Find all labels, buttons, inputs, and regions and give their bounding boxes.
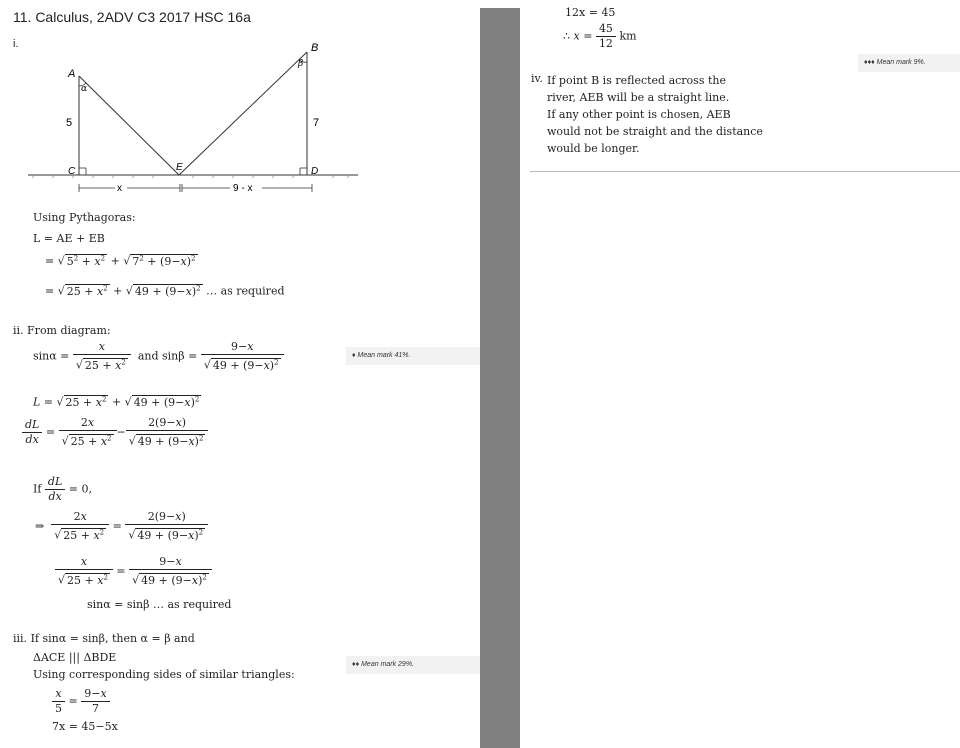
mean-mark-iii: ♦♦ Mean mark 29%. xyxy=(346,656,480,674)
column-divider xyxy=(480,8,520,748)
part-iii-unit: km xyxy=(619,29,637,43)
part-iv-text xyxy=(547,72,763,157)
page-title: 11. Calculus, 2ADV C3 2017 HSC 16a xyxy=(13,9,251,25)
part-iii-line3: Using corresponding sides of similar triangles: xyxy=(33,668,295,681)
part-i-line1: L = AE + EB xyxy=(33,232,105,245)
part-i-intro: Using Pythagoras: xyxy=(33,211,136,224)
part-iv-line: would be longer. xyxy=(547,142,640,155)
part-ii-l-eq: L = √ $25 + x^2$ + √ $49 + (9-x)^2$ xyxy=(33,395,200,409)
label-alpha: α xyxy=(81,84,88,94)
section-separator xyxy=(530,171,960,172)
part-iii-answer: ∴ x = $\frac{45}{12}$ km xyxy=(563,22,637,50)
part-ii-heading xyxy=(13,324,111,337)
part-iii-line1: If sinα = sinβ, then α = β and xyxy=(30,632,195,645)
label-side-5: 5 xyxy=(66,117,73,129)
part-ii-conclusion: sinα = sinβ … as required xyxy=(87,598,232,611)
part-ii-condition: If $\frac{dL}{dx}$ = 0, xyxy=(33,475,92,503)
part-ii-sin-ratios: sinα = $\frac{x}{√ 25 + x^2}$ and sinβ = $\frac{9-x}{√ 49 + (9-x)^2}$ xyxy=(33,340,284,373)
label-e: E xyxy=(176,162,183,173)
part-ii-implies-line: ⇒ $\frac{2x}{√ 25 + x^2}$ = $\frac{2(9-x)}{√ 49 + (9-x)^2}$ xyxy=(35,510,208,543)
label-a: A xyxy=(68,68,76,80)
part-i-label: i. xyxy=(13,38,19,50)
part-iii-label: iii. xyxy=(13,632,28,645)
part-iv-line: If point B is reflected across the xyxy=(547,74,726,87)
mean-mark-iv: ♦♦♦ Mean mark 9%. xyxy=(858,54,960,72)
part-i-as-required: … as required xyxy=(206,284,285,298)
part-iv-line: river, AEB will be a straight line. xyxy=(547,91,730,104)
part-i-line3: = √ $25 + x^2$ + √ $49 + (9-x)^2$ … as required xyxy=(45,284,285,298)
label-beta: β xyxy=(298,59,304,69)
part-ii-if: If xyxy=(33,482,42,496)
part-i-line2: = √ $5^2 + x^2$ + √ $7^2 + (9-x)^2$ xyxy=(45,254,196,268)
label-9-minus-x: 9 - x xyxy=(233,183,253,194)
part-iii-eq1: 7x = 45−5x xyxy=(52,720,118,733)
label-b: B xyxy=(311,42,319,54)
part-ii-derivative: $\frac{dL}{dx}$ = $\frac{2x}{√ 25 + x^2}$ − $\frac{2(9-x)}{√ 49 + (9-x)^2}$ xyxy=(22,416,208,449)
part-ii-and: and xyxy=(137,349,159,363)
label-side-7: 7 xyxy=(313,117,320,129)
part-iv-label: iv. xyxy=(531,72,543,85)
side-ae xyxy=(79,76,179,175)
part-iii-eq2: 12x = 45 xyxy=(565,6,616,19)
part-iv-line: would not be straight and the distance xyxy=(547,125,763,138)
label-d: D xyxy=(311,166,319,177)
mean-mark-ii: ♦ Mean mark 41%. xyxy=(346,347,480,365)
part-iii-ratio: $\frac{x}{5}$ = $\frac{9-x}{7}$ xyxy=(52,687,110,716)
label-c: C xyxy=(68,166,76,177)
label-x: x xyxy=(117,183,122,194)
side-eb xyxy=(179,52,307,175)
triangle-diagram xyxy=(0,0,480,200)
part-iii-heading xyxy=(13,632,195,645)
part-ii-simplified: $\frac{x}{√ 25 + x^2}$ = $\frac{9-x}{√ 49 + (9-x)^2}$ xyxy=(55,555,212,588)
part-iv-line: If any other point is chosen, AEB xyxy=(547,108,731,121)
part-iii-line2: ΔACE ||| ΔBDE xyxy=(33,651,117,664)
part-ii-equals-zero: = 0, xyxy=(68,482,92,496)
part-ii-intro: From diagram: xyxy=(27,324,111,337)
part-ii-label: ii. xyxy=(13,324,24,337)
